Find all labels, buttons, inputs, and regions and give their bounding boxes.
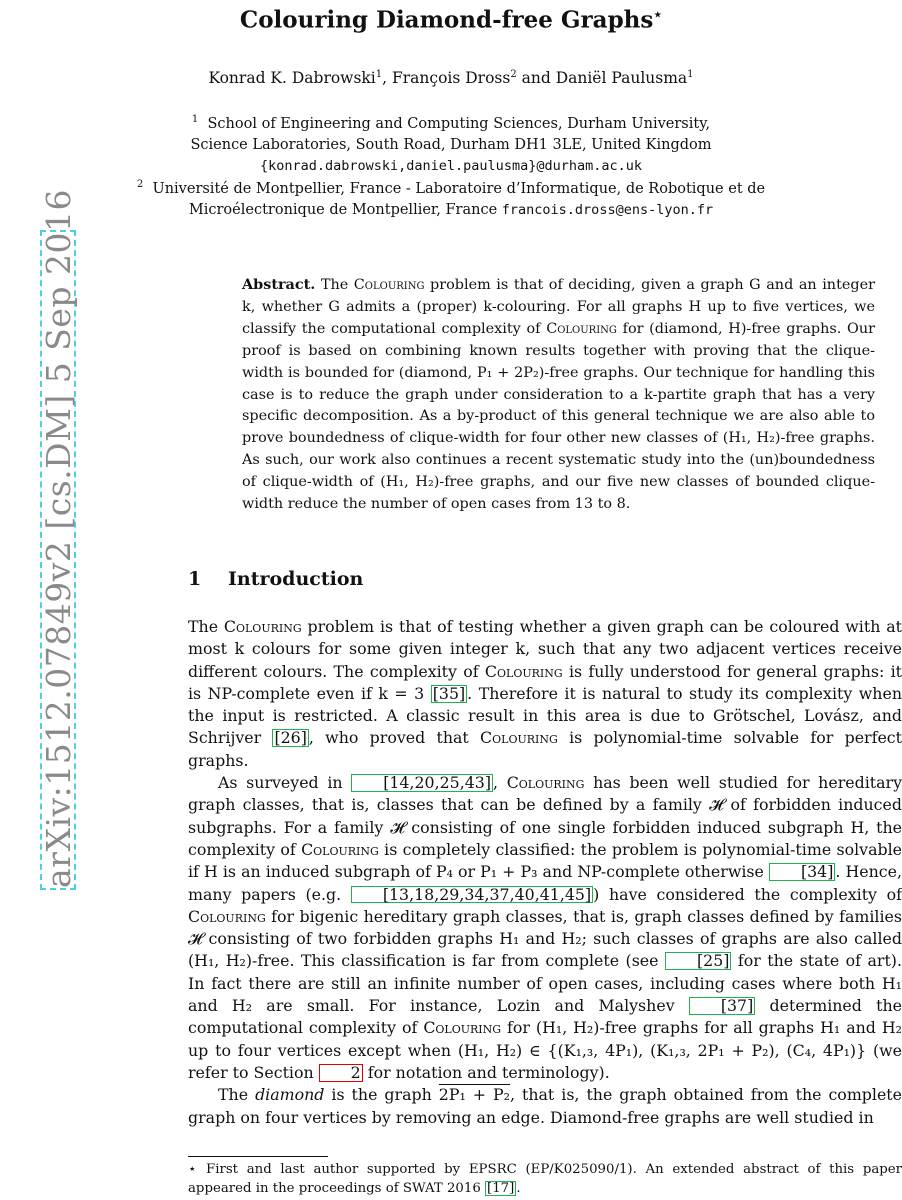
citation-35[interactable]: [35] bbox=[432, 683, 466, 703]
abstract-label: Abstract. bbox=[242, 276, 316, 293]
paper-title: Colouring Diamond-free Graphs⋆ bbox=[239, 6, 663, 34]
author-list: Konrad K. Dabrowski$^1$, François Dross$^2$ and Daniël Paulusma$^1$ bbox=[208, 69, 694, 88]
introduction-body bbox=[188, 616, 902, 1129]
abstract: Abstract. The Colouring problem is that of deciding, given a graph G and an integer k, whether G admits a (proper) k-colouring. For all graphs H up to five vertices, we classify the computational complexity of Colouring for (diamond, H)-free graphs. Our proof is based on combining known results together with proving that the clique-width is bounded for (diamond, P₁ + 2P₂)-free graphs. Our technique for handling this case is to reduce the graph under consideration to a k-partite graph that has a very specific decomposition. As a by-product of this general technique we are also able to prove boundedness of clique-width for four other new classes of (H₁, H₂)-free graphs. As such, our work also continues a recent systematic study into the (un)boundedness of clique-width of (H₁, H₂)-free graphs, and our five new classes of bounded clique-width reduce the number of open cases from 13 to 8. bbox=[242, 276, 875, 513]
citation-37[interactable]: [37] bbox=[689, 997, 755, 1015]
footnote: ⋆ First and last author supported by EPSRC (EP/K025090/1). An extended abstract of this paper appeared in the proceedings of SWAT 2016 [17] . bbox=[188, 1162, 902, 1196]
footnote-rule bbox=[188, 1156, 328, 1157]
author-3: Daniël Paulusma bbox=[555, 69, 688, 88]
citation-25[interactable]: [25] bbox=[665, 952, 731, 970]
affiliation-1: $^1$ School of Engineering and Computing Sciences, Durham University, Science Laboratories, South Road, Durham DH1 3LE, United Kingdom {konrad.dabrowski,daniel.paulusma}@durham.ac.uk bbox=[0, 109, 902, 177]
citation-26[interactable]: [26] bbox=[274, 728, 307, 748]
citation-14-20-25-43[interactable]: [14,20,25,43] bbox=[351, 774, 493, 792]
title-footnote-mark: ⋆ bbox=[653, 7, 663, 23]
email-ens-lyon[interactable]: francois.dross@ens-lyon.fr bbox=[501, 201, 714, 218]
author-1: Konrad K. Dabrowski bbox=[208, 69, 376, 88]
paragraph-3: The diamond is the graph 2P₁ + P₂, that is, the graph obtained from the complete graph on four vertices by removing an edge. Diamond-free graphs are well studied in bbox=[188, 1085, 902, 1127]
paragraph-1: The Colouring problem is that of testing whether a given graph can be coloured with at most k colours for some given integer k, such that any two adjacent vertices receive different colours. The complexity of Colouring is fully understood for general graphs: it is NP-complete even if k = 3 [35] . Therefore it is natural to study its complexity when the input is restricted. A classic result in this area is due to Grötschel, Lovász, and Schrijver [26] , who proved that Colouring is polynomial-time solvable for perfect graphs. bbox=[188, 617, 902, 770]
arxiv-identifier[interactable]: arXiv:1512.07849v2 [cs.DM] 5 Sep 2016 bbox=[39, 189, 78, 888]
section-heading: 1 Introduction bbox=[188, 568, 364, 590]
email-durham[interactable]: {konrad.dabrowski,daniel.paulusma}@durham.ac.uk bbox=[259, 157, 642, 174]
diamond-formula: 2P₁ + P₂ bbox=[438, 1085, 510, 1105]
citation-17[interactable]: [17] bbox=[487, 1181, 515, 1196]
citation-34[interactable]: [34] bbox=[769, 863, 835, 881]
section-2-ref[interactable]: 2 bbox=[319, 1064, 363, 1082]
paragraph-2: As surveyed in [14,20,25,43] , Colouring has been well studied for hereditary graph classes, that is, classes that can be defined by a family 𝓗 of forbidden induced subgraphs. For a family 𝓗 consisting of one single forbidden induced subgraph H, the complexity of Colouring is completely classified: the problem is polynomial-time solvable if H is an induced subgraph of P₄ or P₁ + P₃ and NP-complete otherwise [34] . Hence, many papers (e.g. [13,18,29,34,37,40,41,45] ) have considered the complexity of Colouring for bigenic hereditary graph classes, that is, graph classes defined by families 𝓗 consisting of two forbidden graphs H₁ and H₂; such classes of graphs are also called (H₁, H₂)-free. This classification is far from complete (see [25] for the state of art). In fact there are still an infinite number of open cases, including cases where both H₁ and H₂ are small. For instance, Lozin and Malyshev [37] determined the computational complexity of Colouring for (H₁, H₂)-free graphs for all graphs H₁ and H₂ up to four vertices except when (H₁, H₂) ∈ {(K₁,₃, 4P₁), (K₁,₃, 2P₁ + P₂), (C₄, 4P₁)} (we refer to Section 2 for notation and terminology). bbox=[188, 773, 902, 1082]
citation-13-group[interactable]: [13,18,29,34,37,40,41,45] bbox=[351, 886, 593, 904]
affiliation-2: $^2$ Université de Montpellier, France - Laboratoire d’Informatique, de Robotique et de Microélectronique de Montpellier, France francois.dross@ens-lyon.fr bbox=[136, 179, 766, 218]
arxiv-sidebar[interactable] bbox=[4, 189, 78, 890]
author-2: François Dross bbox=[392, 69, 511, 88]
